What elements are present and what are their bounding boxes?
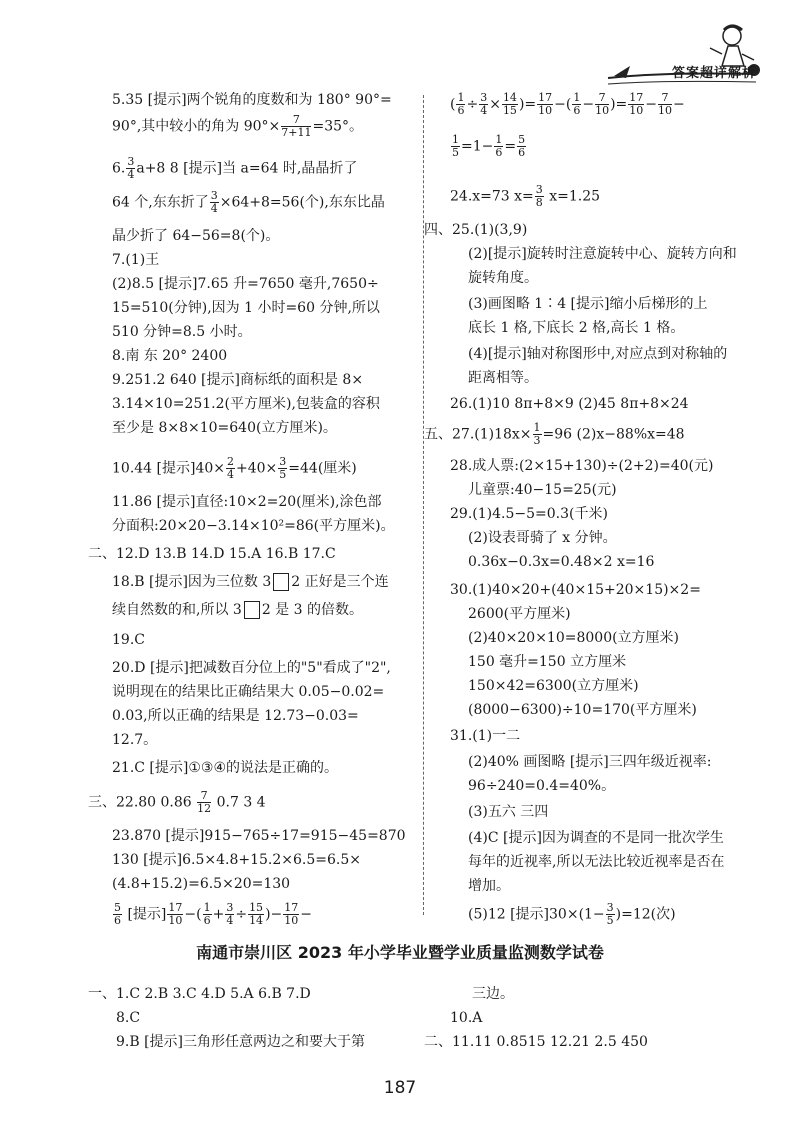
fraction: $\frac{1}{5}$ bbox=[452, 133, 459, 159]
answer-line: 说明现在的结果比正确结果大 0.05−0.02= bbox=[112, 684, 385, 700]
fraction: $\frac{14}{15}$ bbox=[502, 91, 517, 117]
fraction: $\frac{3}{4}$ bbox=[210, 189, 218, 215]
answer-line: 3.14×10=251.2(平方厘米),包装盒的容积 bbox=[112, 396, 380, 412]
answer-line: 12.7。 bbox=[112, 732, 158, 748]
answer-line: 18.B [提示]因为三位数 3 2 正好是三个连 bbox=[112, 574, 389, 590]
answer-line: 21.C [提示]①③④的说法是正确的。 bbox=[112, 760, 339, 776]
answer-line: 9.B [提示]三角形任意两边之和要大于第 bbox=[116, 1034, 366, 1050]
answer-line: ( $\frac{1}{6}$ ÷ $\frac{3}{4}$ × $\frac{14}{15}$ )= $\frac{17}{10}$ −( $\frac{1}{6}$ − $\frac{7}{10}$ )= $\frac{17}{10}$ − $\frac{7}{10}$ − bbox=[450, 91, 685, 117]
answer-line: 底长 1 格,下底长 2 格,高长 1 格。 bbox=[468, 320, 685, 336]
fraction: $\frac{17}{10}$ bbox=[284, 901, 299, 927]
answer-line: 24.x=73 x= $\frac{3}{8}$ x=1.25 bbox=[450, 183, 601, 209]
fraction: $\frac{1}{6}$ bbox=[203, 901, 211, 927]
fraction: $\frac{17}{10}$ bbox=[629, 91, 644, 117]
answer-line: 儿童票:40−15=25(元) bbox=[468, 482, 617, 498]
answer-line: 10.44 [提示]40× $\frac{2}{4}$ +40× $\frac{3}{5}$ =44(厘米) bbox=[112, 455, 357, 481]
answer-line: 分面积:20×20−3.14×10²=86(平方厘米)。 bbox=[112, 518, 395, 534]
answer-line: 三边。 bbox=[472, 986, 514, 1002]
section-line: 三、22.80 0.86 $\frac{7}{12}$ 0.7 3 4 bbox=[88, 789, 266, 815]
answer-line: (2)8.5 [提示]7.65 升=7650 毫升,7650÷ bbox=[112, 276, 379, 292]
fraction: $\frac{3}{5}$ bbox=[606, 901, 614, 927]
fraction: $\frac{3}{5}$ bbox=[279, 455, 287, 481]
answer-line: 150×42=6300(立方厘米) bbox=[468, 678, 639, 694]
fraction: $\frac{15}{14}$ bbox=[249, 901, 264, 927]
answer-line: 二、11.11 0.8515 12.21 2.5 450 bbox=[424, 1034, 648, 1050]
fraction: $\frac{1}{3}$ bbox=[533, 421, 541, 447]
answer-line: 每年的近视率,所以无法比较近视率是否在 bbox=[468, 854, 725, 870]
answer-line: 9.251.2 640 [提示]商标纸的面积是 8× bbox=[112, 372, 364, 388]
answer-line: 130 [提示]6.5×4.8+15.2×6.5=6.5× bbox=[112, 852, 361, 868]
blank-box bbox=[244, 601, 260, 619]
answer-line: 至少是 8×8×10=640(立方厘米)。 bbox=[112, 420, 337, 436]
answer-line: 旋转角度。 bbox=[468, 270, 538, 286]
answer-line: 23.870 [提示]915−765÷17=915−45=870 bbox=[112, 828, 406, 844]
answer-line: 19.C bbox=[112, 632, 145, 648]
answer-line: (4)C [提示]因为调查的不是同一批次学生 bbox=[468, 830, 724, 846]
answer-line: (8000−6300)÷10=170(平方厘米) bbox=[468, 702, 697, 718]
fraction: $\frac{7}{7+11}$ bbox=[281, 113, 312, 139]
answer-line: 2600(平方厘米) bbox=[468, 606, 571, 622]
column-divider bbox=[423, 95, 424, 915]
answer-line: (5)12 [提示]30×(1− $\frac{3}{5}$ )=12(次) bbox=[468, 901, 676, 927]
answer-line: 31.(1)一二 bbox=[450, 728, 521, 744]
fraction: $\frac{1}{6}$ bbox=[573, 91, 581, 117]
answer-line: 距离相等。 bbox=[468, 370, 538, 386]
answer-line: $\frac{1}{5}$ =1− $\frac{1}{6}$ = $\frac{5}{6}$ bbox=[452, 133, 526, 159]
answer-line: (2)40×20×10=8000(立方厘米) bbox=[468, 630, 680, 646]
answer-line: (2)设表哥骑了 x 分钟。 bbox=[468, 530, 617, 546]
answer-line: 晶少折了 64−56=8(个)。 bbox=[112, 228, 280, 244]
answer-line: 续自然数的和,所以 3 2 是 3 的倍数。 bbox=[112, 602, 363, 618]
answer-line: (4)[提示]轴对称图形中,对应点到对称轴的 bbox=[468, 346, 728, 362]
answer-line: 20.D [提示]把减数百分位上的"5"看成了"2", bbox=[112, 660, 391, 676]
answer-line: 一、1.C 2.B 3.C 4.D 5.A 6.B 7.D bbox=[88, 986, 311, 1002]
exam-title: 南通市崇川区 2023 年小学毕业暨学业质量监测数学试卷 bbox=[196, 943, 604, 962]
answer-line: 7.(1)王 bbox=[112, 252, 160, 268]
answer-line: 0.03,所以正确的结果是 12.73−0.03= bbox=[112, 708, 359, 724]
answer-line: 96÷240=0.4=40%。 bbox=[468, 778, 616, 794]
answer-line: 0.36x−0.3x=0.48×2 x=16 bbox=[468, 554, 655, 570]
answer-line: 8.C bbox=[116, 1010, 141, 1026]
fraction: $\frac{3}{4}$ bbox=[480, 91, 488, 117]
answer-line: (3)五六 三四 bbox=[468, 804, 549, 820]
fraction: $\frac{3}{4}$ bbox=[226, 901, 234, 927]
fraction: $\frac{17}{10}$ bbox=[538, 91, 553, 117]
header-label: 答案超详解析 bbox=[671, 66, 756, 81]
section-line: 五、27.(1)18x× $\frac{1}{3}$ =96 (2)x−88%x=48 bbox=[424, 421, 685, 447]
fraction: $\frac{1}{6}$ bbox=[495, 133, 503, 159]
fraction: $\frac{5}{6}$ bbox=[518, 133, 526, 159]
answer-line: 28.成人票:(2×15+130)÷(2+2)=40(元) bbox=[450, 458, 714, 474]
answer-line: (2)40% 画图略 [提示]三四年级近视率: bbox=[468, 754, 712, 770]
answer-line: $\frac{5}{6}$ [提示] $\frac{17}{10}$ −( $\frac{1}{6}$ + $\frac{3}{4}$ ÷ $\frac{15}{14}$ )− $\frac{17}{10}$ − bbox=[114, 901, 312, 927]
answer-line: 10.A bbox=[450, 1010, 483, 1026]
answer-line: 15=510(分钟),因为 1 小时=60 分钟,所以 bbox=[112, 300, 380, 316]
fraction: $\frac{2}{4}$ bbox=[227, 455, 234, 481]
fraction: $\frac{7}{10}$ bbox=[595, 91, 610, 117]
fraction: $\frac{3}{8}$ bbox=[535, 183, 543, 209]
answer-line: 30.(1)40×20+(40×15+20×15)×2= bbox=[450, 582, 701, 598]
answer-line: 5.35 [提示]两个锐角的度数和为 180° 90°= bbox=[112, 92, 392, 108]
answer-line: 6. $\frac{3}{4}$ a+8 8 [提示]当 a=64 时,晶晶折了 bbox=[112, 155, 358, 181]
answer-line: 29.(1)4.5−5=0.3(千米) bbox=[450, 506, 608, 522]
page-number: 187 bbox=[383, 1078, 417, 1098]
answer-line: 26.(1)10 8π+8×9 (2)45 8π+8×24 bbox=[450, 396, 689, 412]
answer-line: (2)[提示]旋转时注意旋转中心、旋转方向和 bbox=[468, 246, 737, 262]
answer-line: (4.8+15.2)=6.5×20=130 bbox=[112, 876, 291, 892]
answer-line: 8.南 东 20° 2400 bbox=[112, 348, 228, 364]
answer-line: 510 分钟=8.5 小时。 bbox=[112, 324, 252, 340]
section-line: 二、12.D 13.B 14.D 15.A 16.B 17.C bbox=[88, 546, 336, 562]
section-line: 四、25.(1)(3,9) bbox=[424, 222, 528, 238]
fraction: $\frac{17}{10}$ bbox=[168, 901, 183, 927]
fraction: $\frac{7}{10}$ bbox=[658, 91, 673, 117]
answer-line: 90°,其中较小的角为 90°× $\frac{7}{7+11}$ =35°。 bbox=[112, 113, 364, 139]
answer-line: 11.86 [提示]直径:10×2=20(厘米),涂色部 bbox=[112, 494, 382, 510]
answer-line: (3)画图略 1∶4 [提示]缩小后梯形的上 bbox=[468, 296, 708, 312]
answer-line: 增加。 bbox=[468, 878, 510, 894]
fraction: $\frac{5}{6}$ bbox=[114, 901, 121, 927]
answer-line: 150 毫升=150 立方厘米 bbox=[468, 654, 627, 670]
blank-box bbox=[273, 573, 289, 591]
answer-line: 64 个,东东折了 $\frac{3}{4}$ ×64+8=56(个),东东比晶 bbox=[112, 189, 385, 215]
fraction: $\frac{3}{4}$ bbox=[127, 155, 135, 181]
fraction: $\frac{7}{12}$ bbox=[197, 789, 212, 815]
fraction: $\frac{1}{6}$ bbox=[457, 91, 465, 117]
